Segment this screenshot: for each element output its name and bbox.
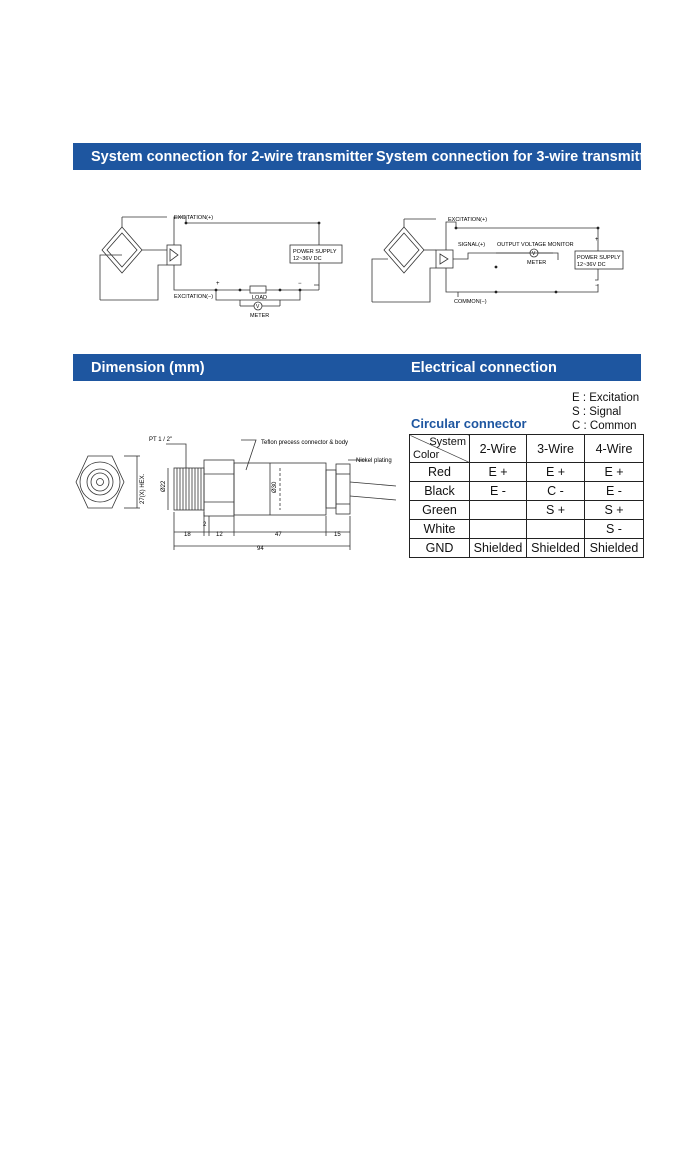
dim-94-label: 94 [257,546,264,552]
power-supply-label: POWER SUPPLY [293,249,337,255]
connector-table [409,434,644,558]
nickel-label: Nickel plating [356,458,392,464]
common-minus-label: COMMON(−) [454,299,487,305]
dim-18-label: 18 [184,532,191,538]
dimension-drawing [66,428,406,558]
supply-range-label: 12~36V DC [293,256,322,262]
row-color: White [410,520,470,539]
power-supply-label: POWER SUPPLY [577,255,621,261]
excitation-minus-label: EXCITATION(−) [174,294,214,300]
row-color: Red [410,463,470,482]
excitation-plus-label: EXCITATION(+) [174,215,214,221]
table-cell [470,501,527,520]
three-wire-diagram [368,212,633,312]
legend-common: C : Common [572,420,637,432]
column-header: 3-Wire [527,435,585,463]
dim-2-label: 2 [203,522,207,528]
table-cell: S - [585,520,644,539]
table-row [410,463,644,482]
body-label: Teflon precess connector & body [261,440,349,446]
table-cell: Shielded [470,539,527,558]
two-wire-diagram [90,205,337,323]
table-row [410,501,644,520]
table-row [410,520,644,539]
table-cell [470,520,527,539]
meter-label: METER [250,313,270,319]
dim-47-label: 47 [275,532,282,538]
output-monitor-label: OUTPUT VOLTAGE MONITOR [497,242,574,248]
table-cell: S + [527,501,585,520]
banner-row-1 [73,143,659,170]
signal-plus-label: SIGNAL(+) [458,242,486,248]
table-cell [527,520,585,539]
table-cell: E + [527,463,585,482]
abbreviation-legend [572,391,639,433]
plus-sign: + [216,281,220,287]
header-system: System [429,436,466,448]
table-cell: E + [585,463,644,482]
legend-excitation: E : Excitation [572,392,640,404]
header-color: Color [413,449,440,461]
thread-label: PT 1 / 2" [149,437,173,443]
table-cell: S + [585,501,644,520]
banner-row-2 [73,354,641,381]
row-color: Black [410,482,470,501]
column-header: 4-Wire [585,435,644,463]
table-cell: E - [585,482,644,501]
column-header: 2-Wire [470,435,527,463]
load-label: LOAD [252,295,267,301]
row-color: GND [410,539,470,558]
three-wire-heading: System connection for 3-wire transmitter [376,148,659,165]
row-color: Green [410,501,470,520]
table-row [410,539,644,558]
meter-label: METER [527,260,547,266]
table-cell: E - [470,482,527,501]
table-cell: Shielded [527,539,585,558]
table-cell: C - [527,482,585,501]
meter-symbol: V [256,304,260,310]
minus-sign: − [595,283,599,289]
electrical-heading: Electrical connection [411,359,557,376]
table-header-row [410,435,644,463]
hex-label: 27(X) HEX. [140,473,146,504]
dim-15-label: 15 [334,532,341,538]
dim-12-label: 12 [216,532,223,538]
two-wire-heading: System connection for 2-wire transmitter [91,148,374,165]
legend-signal: S : Signal [572,406,622,418]
dia-22-label: Ø22 [161,480,167,492]
plus-sign: + [595,237,599,243]
supply-range-label: 12~36V DC [577,262,606,268]
table-row [410,482,644,501]
circular-connector-title: Circular connector [411,416,527,431]
header-corner [410,435,470,463]
minus-sign: − [298,281,302,287]
dia-30-label: Ø30 [272,481,278,493]
meter-symbol: V [532,251,536,257]
table-cell: E + [470,463,527,482]
excitation-plus-label: EXCITATION(+) [448,217,488,223]
dimension-heading: Dimension (mm) [91,359,205,376]
table-cell: Shielded [585,539,644,558]
